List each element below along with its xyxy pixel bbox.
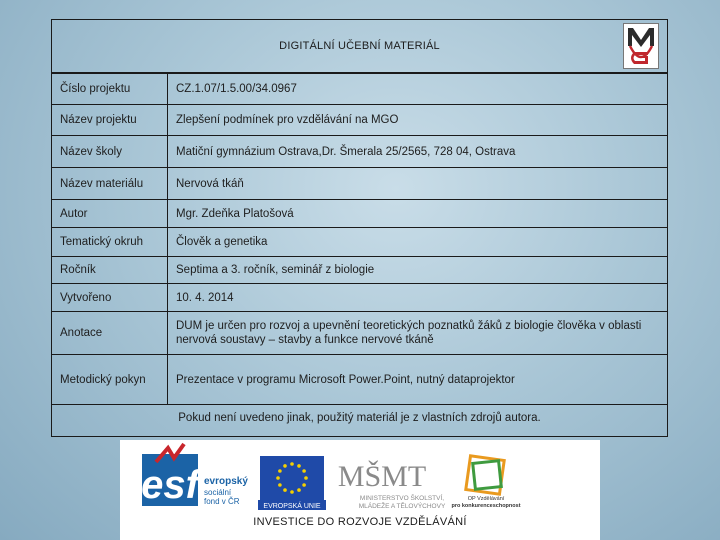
msmt-line-2: MLÁDEŽE A TĚLOVÝCHOVY	[358, 503, 446, 510]
row-value: Zlepšení podmínek pro vzdělávání na MGO	[168, 105, 668, 136]
eu-star	[302, 469, 306, 473]
op-line-1: OP Vzdělávání	[467, 496, 505, 502]
esf-line-1: evropský	[204, 476, 248, 487]
row-value: Mgr. Zdeňka Platošová	[168, 200, 668, 228]
row-value: Matiční gymnázium Ostrava,Dr. Šmerala 25/2565, 728 04, Ostrava	[168, 136, 668, 168]
row-label: Vytvořeno	[52, 284, 168, 312]
row-label: Metodický pokyn	[52, 355, 168, 405]
source-footnote: Pokud není uvedeno jinak, použitý materiál je z vlastních zdrojů autora.	[178, 412, 541, 424]
row-label: Název materiálu	[52, 168, 168, 200]
eu-flag-icon	[258, 456, 326, 510]
eu-star	[290, 462, 294, 466]
eu-star	[290, 490, 294, 494]
eu-star	[278, 483, 282, 487]
row-value: Prezentace v programu Microsoft Power.Point, nutný dataprojektor	[168, 355, 668, 405]
msmt-logo-icon	[338, 460, 446, 510]
document-title: DIGITÁLNÍ UČEBNÍ MATERIÁL	[279, 40, 440, 52]
esf-word: esf	[141, 463, 199, 507]
row-label: Název školy	[52, 136, 168, 168]
msmt-line-1: MINISTERSTVO ŠKOLSTVÍ,	[359, 495, 445, 502]
row-value: 10. 4. 2014	[168, 284, 668, 312]
row-value: Člověk a genetika	[168, 228, 668, 257]
row-label: Číslo projektu	[52, 74, 168, 105]
row-label: Anotace	[52, 312, 168, 355]
funding-logos	[120, 440, 600, 520]
msmt-mark: MŠMT	[337, 460, 427, 493]
row-label: Tematický okruh	[52, 228, 168, 257]
eu-caption: EVROPSKÁ UNIE	[263, 503, 321, 510]
row-label: Ročník	[52, 257, 168, 284]
eu-star	[297, 488, 301, 492]
eu-star	[278, 469, 282, 473]
row-value: CZ.1.07/1.5.00/34.0967	[168, 74, 668, 105]
row-label: Název projektu	[52, 105, 168, 136]
row-value: DUM je určen pro rozvoj a upevnění teoretických poznatků žáků z biologie člověka v oblasti nervová soustavy – stavby a funkce nervové tkáně	[168, 312, 668, 355]
document-frame	[51, 19, 668, 437]
op-line-2: pro konkurenceschopnost	[451, 503, 521, 509]
eu-star	[276, 476, 280, 480]
op-vk-logo-icon	[451, 456, 520, 509]
row-label: Autor	[52, 200, 168, 228]
eu-star	[304, 476, 308, 480]
eu-star	[302, 483, 306, 487]
eu-star	[297, 464, 301, 468]
row-value: Nervová tkáň	[168, 168, 668, 200]
funding-slogan: INVESTICE DO ROZVOJE VZDĚLÁVÁNÍ	[253, 516, 467, 528]
esf-logo-icon	[141, 444, 248, 507]
funding-logos-bar	[120, 440, 600, 540]
esf-line-3: fond v ČR	[204, 497, 240, 506]
row-value: Septima a 3. ročník, seminář z biologie	[168, 257, 668, 284]
eu-star	[283, 488, 287, 492]
eu-star	[283, 464, 287, 468]
esf-line-2: sociální	[204, 488, 232, 497]
